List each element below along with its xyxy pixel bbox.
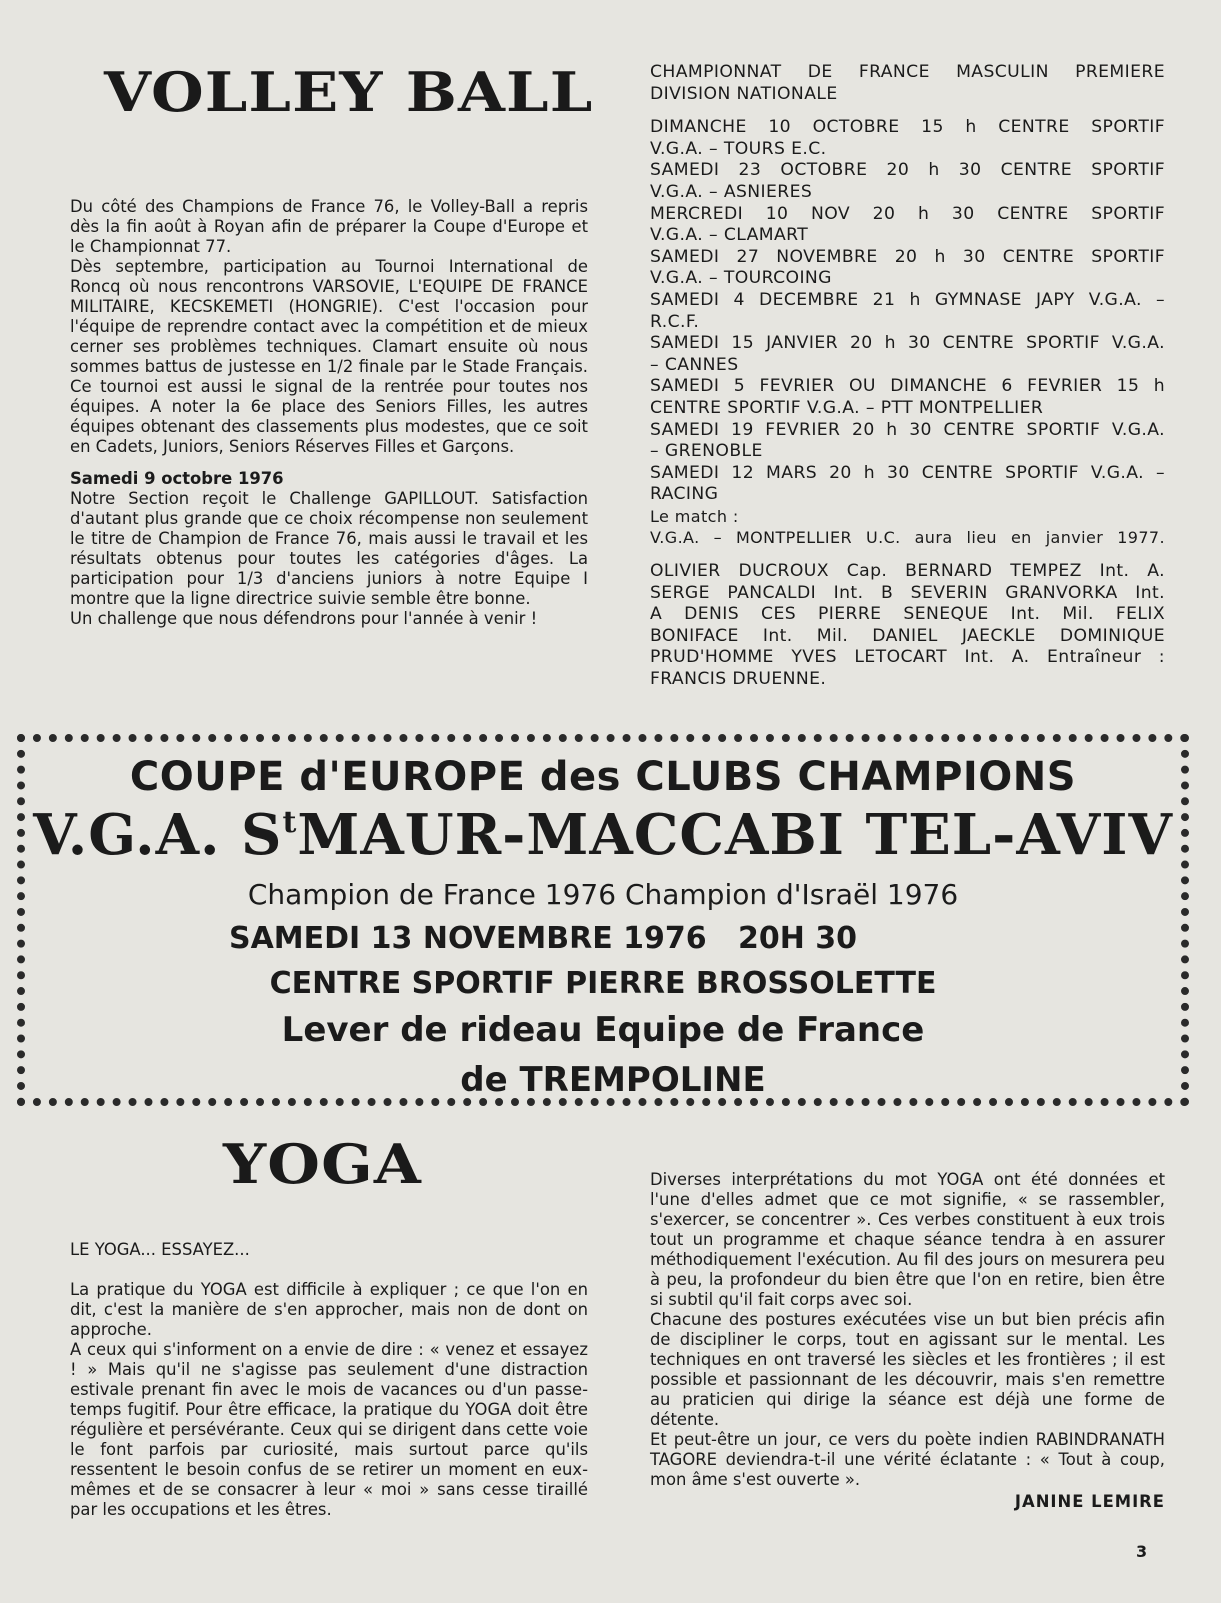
yoga-paragraph: La pratique du YOGA est difficile à expliquer ; ce que l'on en dit, c'est la manière de s'en approcher, mais non de dont on approche. [70,1280,588,1339]
roster-line: SERGE PANCALDI Int. B SEVERIN GRANVORKA Int. [650,582,1165,603]
volley-paragraph: Notre Section reçoit le Challenge GAPILLOUT. Satisfaction d'autant plus grande que ce choix récompense non seulement le titre de Champion de France 76, mais aussi le travail et les résultats obtenus pour toutes les catégories d'âges. La participation pour 1/3 d'anciens juniors à notre Equipe I montre que la ligne directrice suivie semble être bonne. [70,489,588,608]
fixture-line: – CANNES [650,354,739,375]
roster-line: FRANCIS DRUENNE. [650,669,827,690]
roster-line: BONIFACE Int. Mil. DANIEL JAECKLE DOMINIQUE [650,625,1165,646]
banner-opening-act: Lever de rideau Equipe de France [281,1010,925,1050]
fixture-line: SAMEDI 27 NOVEMBRE 20 h 30 CENTRE SPORTIF [650,246,1165,267]
fixture-line: SAMEDI 23 OCTOBRE 20 h 30 CENTRE SPORTIF [650,160,1165,181]
yoga-article-left [70,1240,588,1520]
team-roster [650,561,1165,691]
yoga-subtitle: LE YOGA... ESSAYEZ... [70,1240,250,1259]
yoga-article-right [650,1170,1165,1512]
volley-title: VOLLEY BALL [104,60,594,124]
fixture-line: SAMEDI 19 FEVRIER 20 h 30 CENTRE SPORTIF V.G.A. [650,419,1165,440]
yoga-paragraph: Chacune des postures exécutées vise un but bien précis afin de discipliner le corps, tout en agissant sur le mental. Les techniques en ont traversé les siècles et les frontières ; il est possible et passionnant de les découvrir, mais s'en remettre au praticien qui dirige la séance est déjà une forme de détente. [650,1310,1165,1429]
volley-closing: Un challenge que nous défendrons pour l'année à venir ! [70,609,538,628]
yoga-paragraph: Diverses interprétations du mot YOGA ont été données et l'une d'elles admet que ce mot signifie, « se rassembler, s'exercer, se concentrer ». Ces verbes constituent à eux trois tout un programme et chaque séance tendra à en assurer méthodiquement l'exécution. Au fil des jours on mesurera peu à peu, la profondeur du bien être que l'on en retire, bien être si subtil qu'il fait corps avec soi. [650,1170,1165,1309]
page-number: 3 [1136,1542,1148,1561]
fixture-line: SAMEDI 4 DECEMBRE 21 h GYMNASE JAPY V.G.A. – [650,289,1165,310]
volley-article [70,197,588,629]
fixture-list [650,117,1165,549]
roster-line: OLIVIER DUCROUX Cap. BERNARD TEMPEZ Int. A. [650,561,1165,582]
yoga-title: YOGA [223,1132,422,1196]
fixture-line: V.G.A. – TOURS E.C. [650,138,827,159]
banner-cup-title: COUPE d'EUROPE des CLUBS CHAMPIONS [129,754,1077,800]
roster-line: A DENIS CES PIERRE SENEQUE Int. Mil. FELIX [650,604,1165,625]
fixture-line: R.C.F. [650,311,700,332]
volley-paragraph: Dès septembre, participation au Tournoi International de Roncq où nous rencontrons VARSOVIE, L'EQUIPE DE FRANCE MILITAIRE, KECSKEMETI (HONGRIE). C'est l'occasion pour l'équipe de reprendre contact avec la compétition et de mieux cerner ses problèmes techniques. Clamart ensuite où nous sommes battus de justesse en 1/2 finale par le Stade Français. Ce tournoi est aussi le signal de la rentrée pour toutes nos équipes. A noter la 6e place des Seniors Filles, les autres équipes obtenant des classements plus modestes, que ce soit en Cadets, Juniors, Seniors Réserves Filles et Garçons. [70,257,588,456]
fixture-line: CENTRE SPORTIF V.G.A. – PTT MONTPELLIER [650,397,1044,418]
fixture-line: RACING [650,484,719,505]
author-signature: JANINE LEMIRE [1014,1492,1165,1511]
fixture-line: – GRENOBLE [650,441,763,462]
fixture-line: V.G.A. – ASNIERES [650,181,813,202]
roster-line: PRUD'HOMME YVES LETOCART Int. A. Entraîneur : [650,647,1165,668]
banner-venue: CENTRE SPORTIF PIERRE BROSSOLETTE [269,966,937,1001]
championship-schedule [650,62,1165,691]
match-label: Le match : [650,506,739,526]
banner-champions: Champion de France 1976 Champion d'Israël 1976 [247,878,959,911]
banner-date: SAMEDI 13 NOVEMBRE 1976 20H 30 [228,921,858,956]
fixture-line: V.G.A. – CLAMART [650,225,809,246]
fixture-line: MERCREDI 10 NOV 20 h 30 CENTRE SPORTIF [650,203,1165,224]
volley-paragraph: Du côté des Champions de France 76, le Volley-Ball a repris dès la fin août à Royan afin de préparer la Coupe d'Europe et le Championnat 77. [70,197,588,256]
fixture-line: SAMEDI 5 FEVRIER OU DIMANCHE 6 FEVRIER 15 h [650,376,1165,397]
volley-date-heading: Samedi 9 octobre 1976 [70,469,284,488]
banner-match-title: V.G.A. $S^tMAUR$-MACCABI TEL-AVIV [33,802,1173,868]
championship-heading: CHAMPIONNAT DE FRANCE MASCULIN PREMIERE DIVISION NATIONALE [650,62,1165,104]
yoga-paragraph: Et peut-être un jour, ce vers du poète indien RABINDRANATH TAGORE deviendra-t-il une vérité éclatante : « Tout à coup, mon âme s'est ouverte ». [650,1430,1165,1489]
yoga-paragraph: A ceux qui s'informent on a envie de dire : « venez et essayez ! » Mais qu'il ne s'agisse pas seulement d'une distraction estivale prenant fin avec le mois de vacances ou d'un passe-temps fugitif. Pour être efficace, la pratique du YOGA doit être régulière et persévérante. Ceux qui se dirigent dans cette voie le font parfois par curiosité, mais surtout parce qu'ils ressentent le besoin confus de se retirer un moment en eux-mêmes et de se consacrer à leur « moi » sans cesse tiraillé par les occupations et les êtres. [70,1340,588,1519]
match-text: V.G.A. – MONTPELLIER U.C. aura lieu en janvier 1977. [650,528,1165,548]
banner-trampoline: de TREMPOLINE [460,1060,766,1100]
fixture-line: DIMANCHE 10 OCTOBRE 15 h CENTRE SPORTIF [650,117,1165,138]
event-banner [17,734,1189,1106]
fixture-line: V.G.A. – TOURCOING [650,268,832,289]
fixture-line: SAMEDI 15 JANVIER 20 h 30 CENTRE SPORTIF V.G.A. [650,333,1165,354]
fixture-line: SAMEDI 12 MARS 20 h 30 CENTRE SPORTIF V.G.A. – [650,462,1165,483]
